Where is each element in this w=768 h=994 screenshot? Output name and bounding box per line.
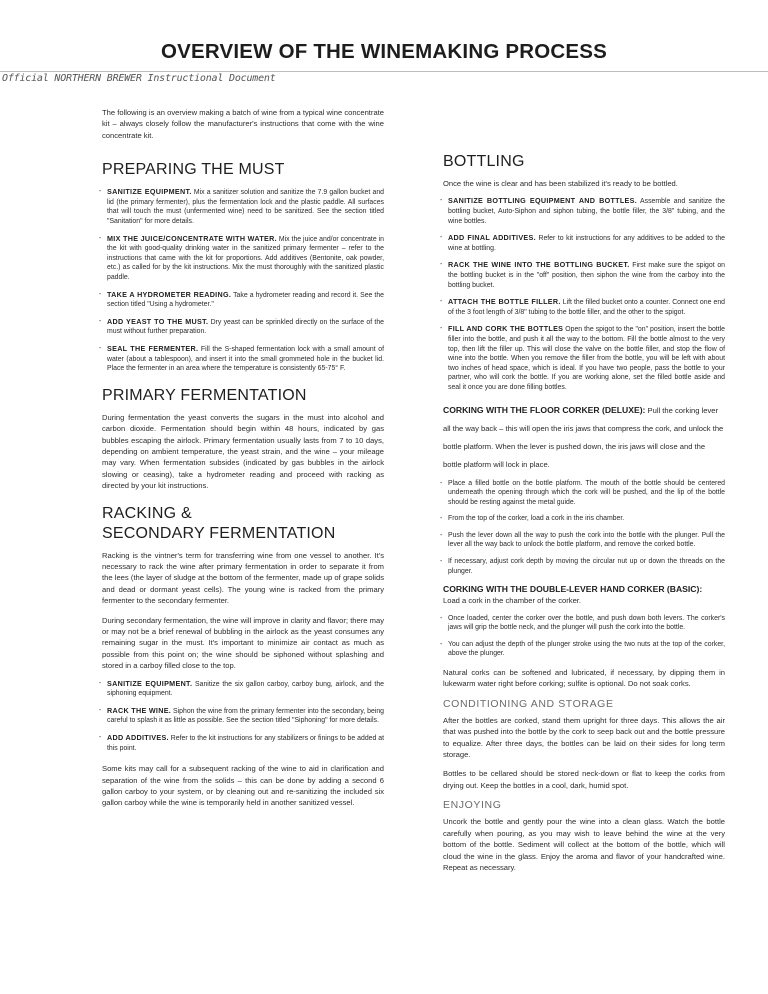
racking-heading-line2: SECONDARY FERMENTATION xyxy=(102,524,336,542)
primary-paragraph: During fermentation the yeast converts the sugars in the must into alcohol and carbon dioxide. Fermentation should begin within 48 hours, indicated by gas bubbles escaping the airlock. Primary fermentation usually lasts from 7 to 10 days, depending on ambient temperature, the yeast strain, and the wine – your mileage may vary. When fermentation subsides (indicated by gas bubbles in the airlock slowing or ceasing), take a hydrometer reading and proceed with racking as directed by your kit instructions. xyxy=(102,412,384,491)
enjoying-paragraph: Uncork the bottle and gently pour the wine into a clean glass. Watch the bottle carefully when pouring, as you may wish to leave behind the wine at the very bottom of the bottle. Sediment will collect at the bottom of the bottle, which will cloud the wine in the glass. Enjoy the aroma and flavor of your handcrafted wine. Repeat as necessary. xyxy=(443,817,725,872)
list-item: - RACK THE WINE INTO THE BOTTLING BUCKET. First make sure the spigot on the bottling bucket is in the "off" position, then siphon the wine from the carboy into the bottling bucket. xyxy=(440,260,725,289)
list-item: - Place a filled bottle on the bottle platform. The mouth of the bottle should be centered underneath the opening through which the cork will be pushed, and the lip of the bottle should be resting against the metal guide. xyxy=(440,479,725,506)
hand-corker-heading: CORKING WITH THE DOUBLE-LEVER HAND CORKER (BASIC): xyxy=(443,584,703,595)
list-item: - ADD ADDITIVES. Refer to the kit instructions for any stabilizers or finings to be added at this point. xyxy=(99,733,384,752)
list-item: - ADD FINAL ADDITIVES. Refer to kit instructions for any additives to be added to the wine at bottling. xyxy=(440,233,725,252)
list-item: - SANITIZE EQUIPMENT. Sanitize the six gallon carboy, carboy bung, airlock, and the siphoning equipment. xyxy=(99,678,384,698)
conditioning-paragraph-2: Bottles to be cellared should be stored neck-down or flat to keep the corks from drying out. Keep the bottles in a cool, dark, humid spot. xyxy=(443,769,725,790)
bottling-heading: BOTTLING xyxy=(443,153,525,170)
list-item: - You can adjust the depth of the plunger stroke using the two nuts at the top of the corker, above the plunger. xyxy=(440,640,725,658)
list-item: - ATTACH THE BOTTLE FILLER. Lift the filled bucket onto a counter. Connect one end of the 3 foot length of 3/8" tubing to the bottle filler, and the other to the spigot. xyxy=(440,297,725,316)
list-item: - ADD YEAST TO THE MUST. Dry yeast can be sprinkled directly on the surface of the must without further preparation. xyxy=(99,316,384,336)
hand-corker-intro: Load a cork in the chamber of the corker. xyxy=(443,596,582,606)
list-item: - RACK THE WINE. Siphon the wine from the primary fermenter into the secondary, being careful to splash it as little as possible. See the section titled "Siphoning" for more details. xyxy=(99,705,385,725)
conditioning-paragraph-1: After the bottles are corked, stand them upright for three days. This allows the air that was pushed into the bottle by the cork to seep back out and the bottle pressure to equalize. After three days, the bottles can be laid on their sides for long term storage. xyxy=(443,715,725,760)
floor-corker-heading: CORKING WITH THE FLOOR CORKER (DELUXE): xyxy=(443,404,646,415)
racking-paragraph-2: During secondary fermentation, the wine will improve in clarity and flavor; there may or may not be a brief renewal of bubbling in the airlock as the yeast consumes any remaining sugar in the must. It's important to minimize air contact as much as possible from this point on; the wine should be siphoned without splashing and stored in a carboy filled close to the top. xyxy=(102,615,384,671)
header-divider xyxy=(0,71,768,72)
bottling-intro: Once the wine is clear and has been stabilized it's ready to be bottled. xyxy=(443,179,678,188)
list-item: - From the top of the corker, load a cork in the iris chamber. xyxy=(440,515,625,523)
list-item: - SEAL THE FERMENTER. Fill the S-shaped fermentation lock with a small amount of water (about a tablespoon), and insert it into the small grommeted hole in the bucket lid. Place the fermenter in an area where the temperature is consistently 65-75° F. xyxy=(99,343,384,373)
hand-corker-list xyxy=(440,614,725,659)
cork-note: Natural corks can be softened and lubricated, if necessary, by dipping them in lukewarm water right before corking; sulfite is optional. Do not soak corks. xyxy=(443,668,725,689)
list-item: - TAKE A HYDROMETER READING. Take a hydrometer reading and record it. See the section titled "Using a hydrometer." xyxy=(99,289,385,309)
primary-heading: PRIMARY FERMENTATION xyxy=(102,386,307,404)
floor-corker-list xyxy=(440,479,725,577)
racking-paragraph-1: Racking is the vintner's term for transferring wine from one vessel to another. It's necessary to rack the wine after primary fermentation in order to separate it from the lees (the layer of sludge at the bottom of the fermenter, made up of grape solids and dead or dormant yeast cells). The young wine is racked from the primary fermenter to the secondary fermenter. xyxy=(102,550,384,606)
preparing-heading: PREPARING THE MUST xyxy=(102,161,285,179)
list-item: - Once loaded, center the corker over the bottle, and push down both levers. The corker's jaws will grip the bottle neck, and the plunger will push the cork into the bottle. xyxy=(440,614,725,632)
preparing-list xyxy=(99,187,385,374)
racking-list xyxy=(99,678,385,754)
page-title: OVERVIEW OF THE WINEMAKING PROCESS xyxy=(160,40,608,63)
bottling-list xyxy=(440,196,725,392)
list-item: - FILL AND CORK THE BOTTLES Open the spigot to the "on" position, insert the bottle filler into the bottle, and push it all the way to the bottom. Fill the bottle almost to the very top, then lift the filler up. This will close the valve on the bottle filler, and stop the flow of wine into the bottle. When you remove the filler from the bottle, you will be left with about two inches of head space, which is ideal. If you have two people, pass the bottle to your partner, who will cork the bottle. If you are working alone, set the filled bottle aside and seal it once you are done filling bottles. xyxy=(440,324,725,391)
intro-paragraph: The following is an overview making a batch of wine from a typical wine concentrate kit – always closely follow the manufacturer's instructions that come with the wine concentrate kit. xyxy=(102,108,384,140)
left-column xyxy=(99,107,385,809)
enjoying-heading: ENJOYING xyxy=(443,799,502,812)
list-item: - SANITIZE BOTTLING EQUIPMENT AND BOTTLES. Assemble and sanitize the bottling bucket, Auto-Siphon and siphon tubing, the bottle filler, the 3/8" tubing, and the wine bottles. xyxy=(440,196,725,225)
list-item: - Push the lever down all the way to push the cork into the bottle with the plunger. Pull the lever all the way back to unlock the bottle platform, and remove the corked bottle. xyxy=(440,531,725,549)
racking-paragraph-3: Some kits may call for a subsequent racking of the wine to aid in clarification and separation of the wine from the solids – this can be done by adding a second 6 gallon carboy to your system, or by cleaning out and re-sanitizing the included six gallon carboy while the wine is temporarily held in another sanitized vessel. xyxy=(102,764,384,808)
list-item: - SANITIZE EQUIPMENT. Mix a sanitizer solution and sanitize the 7.9 gallon bucket and lid (the primary fermenter), plus the fermentation lock and the plastic paddle. All surfaces that will touch the must (unfermented wine) need to be sanitized. See the section titled "Sanitation" for more details. xyxy=(99,187,384,225)
list-item: - MIX THE JUICE/CONCENTRATE WITH WATER. Mix the juice and/or concentrate in the kit with good-quality drinking water in the sanitized primary fermenter – refer to the instructions that came with the kit for proportions. Add additives (Bentonite, oak powder, etc.) as called for by the kit instructions. Mix the must thoroughly with the sanitized plastic paddle. xyxy=(99,233,384,281)
conditioning-heading: CONDITIONING AND STORAGE xyxy=(443,697,614,710)
list-item: - If necessary, adjust cork depth by moving the circular nut up or down the threads on the plunger. xyxy=(440,558,725,575)
racking-heading-line1: RACKING & xyxy=(102,504,192,522)
right-column: BOTTLING Once the wine is clear and has been stabilized it's ready to be bottled. - SANITIZE BOTTLING EQUIPMENT AND BOTTLES. Assemble and sanitize the bottling bucket, Auto-Siphon and siphon tubing, the bottle filler, the 3/8" tubing, and the wine bottles. - ADD FINAL ADDITIVES. Refer to kit instructions for any additives to be added to the wine at bottling. - RACK THE WINE INTO THE BOTTLING BUCKET. First make sure the spigot on the bottling bucket is in the "off" position, then siphon the wine from the carboy into the bottling bucket. - ATTACH THE BOTTLE FILLER. Lift the filled bucket onto a counter. Connect one end of the 3 foot length of 3/8" tubing to the bottle filler, and the other to the spigot. - FILL AND CORK THE BOTTLES Open the spigot to the "on" position, insert the bottle filler into the bottle, and push it all the way to the bottom. Fill the bottle almost to the very top, then lift the filler up. This will close the valve on the bottle filler, and stop the flow of wine into the bottle. When you remove the filler from the bottle, you will be left with about two inches of head space, which is ideal. If you have two people, pass the bottle to your partner, who will cork the bottle. If you are working alone, set the filled bottle aside and seal it once you are done filling bottles. CORKING WITH THE FLOOR CORKER (DELUXE): Pull the corking lever all the way back – this will open the iris jaws that compress the cork, and unlock the bottle platform. When the lever is pushed down, the iris jaws will close and the bottle platform will lock in place. - Place a filled bottle on the bottle platform. The mouth of the bottle should be centered underneath the opening through which the cork will be pushed, and the lip of the bottle should be resting against the metal guide. - From the top of the corker, load a cork in the iris chamber. - Push the lever down all the way to push the cork into the bottle with the plunger. Pull the lever all the way back to unlock the bottle platform, and remove the corked bottle. - If necessary, adjust cork depth by moving the circular nut up or down the threads on the plunger. CORKING WITH THE DOUBLE-LEVER HAND CORKER (BASIC): Load a cork in the chamber of the corker. - Once loaded, center the corker over the bottle, and push down both levers. The corker's jaws will grip the bottle neck, and the plunger will push the cork into the bottle. - You can adjust the depth of the plunger stroke using the two nuts at the top of the corker, above the plunger. Natural corks can be softened and lubricated, if necessary, by dipping them in lukewarm water right before corking; sulfite is optional. Do not soak corks. CONDITIONING AND STORAGE After the bottles are corked, stand them upright for three days. This allows the air that was pushed into the bottle by the cork to seep back out and the bottle pressure to equalize. After three days, the bottles can be laid on their sides for long term storage. Bottles to be cellared should be stored neck-down or flat to keep the corks from drying out. Keep the bottles in a cool, dark, humid spot. ENJOYING Uncork the bottle and gently pour the wine into a clean glass. Watch the bottle carefully when pouring, as you may wish to leave behind the wine at the very bottom of the bottle. Sediment will collect at the bottom of the bottle, which will cloud the wine in the glass. Enjoy the aroma and flavor of your handcrafted wine. Repeat as necessary. xyxy=(440,153,725,872)
document-subtitle: Official NORTHERN BREWER Instructional Document xyxy=(2,73,276,84)
